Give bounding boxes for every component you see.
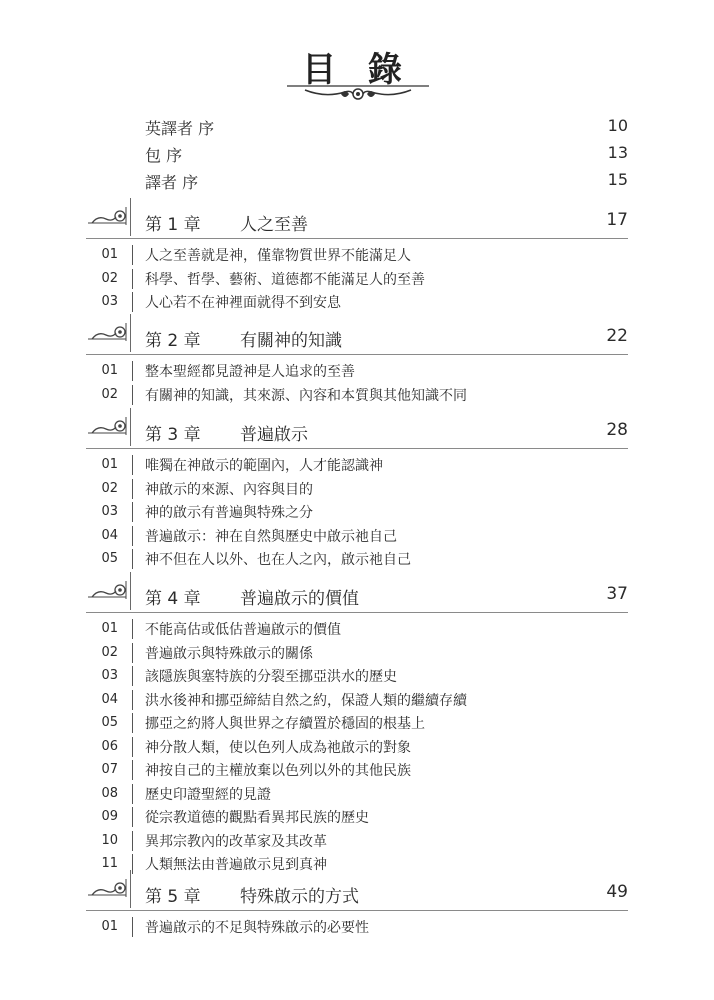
- toc-item[interactable]: [0, 501, 714, 523]
- toc-item[interactable]: [0, 268, 714, 290]
- toc-item-number: 04: [101, 527, 118, 543]
- toc-item-number: 01: [101, 919, 118, 934]
- toc-item[interactable]: [0, 360, 714, 382]
- chapter-page: 17: [606, 210, 628, 230]
- toc-item-number: 02: [101, 644, 118, 660]
- toc-item-text: 異邦宗教內的改革家及其改革: [145, 833, 327, 850]
- chapter-rule: [86, 910, 628, 911]
- chapter-page: 22: [606, 326, 628, 346]
- toc-item-separator: [132, 549, 133, 569]
- chapter-page: 28: [606, 420, 628, 440]
- toc-item[interactable]: [0, 548, 714, 570]
- toc-item-text: 普遍啟示與特殊啟示的關係: [145, 645, 313, 662]
- chapter-divider: [130, 870, 131, 908]
- toc-item-separator: [132, 807, 133, 827]
- preface-page: 15: [607, 170, 628, 189]
- preface-label: 包 序: [145, 146, 183, 165]
- toc-item-text: 該隱族與塞特族的分裂至挪亞洪水的歷史: [145, 669, 397, 685]
- toc-item-text: 整本聖經都見證神是人追求的至善: [145, 364, 355, 380]
- chapter-title: 普遍啟示的價值: [240, 589, 359, 609]
- toc-item-separator: [132, 784, 133, 804]
- toc-item-separator: [132, 643, 133, 663]
- toc-item-text: 不能高估或低估普遍啟示的價值: [145, 622, 341, 638]
- preface-label: 譯者 序: [145, 173, 199, 192]
- chapter-number: 第 5 章: [145, 887, 201, 907]
- toc-item-number: 01: [101, 247, 118, 262]
- chapter-divider: [130, 198, 131, 236]
- toc-item-separator: [132, 666, 133, 686]
- toc-item-number: 07: [101, 762, 118, 777]
- ornament-flourish-icon: [285, 80, 431, 104]
- toc-item-number: 02: [101, 270, 118, 286]
- chapter-number: 第 2 章: [145, 331, 201, 351]
- chapter-page: 49: [606, 882, 628, 902]
- chapter-title: 特殊啟示的方式: [240, 887, 359, 907]
- chapter-ornament-icon: [86, 579, 130, 601]
- toc-item-number: 05: [101, 551, 118, 566]
- toc-item[interactable]: [0, 384, 714, 406]
- toc-item-separator: [132, 690, 133, 710]
- chapter-number: 第 3 章: [145, 425, 201, 445]
- chapter-rule: [86, 612, 628, 613]
- toc-item[interactable]: [0, 806, 714, 828]
- toc-item-text: 從宗教道德的觀點看異邦民族的歷史: [145, 810, 369, 826]
- toc-item-separator: [132, 526, 133, 546]
- toc-item-number: 08: [101, 785, 118, 801]
- chapter-number: 第 1 章: [145, 215, 201, 235]
- toc-item-text: 科學、哲學、藝術、道德都不能滿足人的至善: [145, 271, 425, 288]
- toc-item-separator: [132, 619, 133, 639]
- toc-item-text: 神按自己的主權放棄以色列以外的其他民族: [145, 763, 411, 779]
- toc-item[interactable]: [0, 291, 714, 313]
- toc-item[interactable]: [0, 618, 714, 640]
- toc-item[interactable]: [0, 454, 714, 476]
- toc-item[interactable]: [0, 244, 714, 266]
- toc-item[interactable]: [0, 689, 714, 711]
- toc-item-number: 11: [101, 856, 118, 871]
- chapter-divider: [130, 408, 131, 446]
- toc-item-text: 普遍啟示：神在自然與歷史中啟示祂自己: [145, 528, 397, 545]
- toc-item-separator: [132, 269, 133, 289]
- toc-item-number: 06: [101, 738, 118, 754]
- toc-item-text: 神的啟示有普遍與特殊之分: [145, 505, 313, 521]
- chapter-ornament-icon: [86, 205, 130, 227]
- toc-item-text: 唯獨在神啟示的範圍內，人才能認識神: [145, 458, 383, 474]
- toc-item[interactable]: [0, 665, 714, 687]
- toc-item-text: 神分散人類，使以色列人成為祂啟示的對象: [145, 739, 411, 756]
- toc-item-text: 人心若不在神裡面就得不到安息: [145, 295, 341, 311]
- chapter-title: 普遍啟示: [240, 425, 308, 445]
- toc-item-separator: [132, 292, 133, 312]
- toc-item[interactable]: [0, 783, 714, 805]
- toc-item-number: 01: [101, 363, 118, 378]
- chapter-rule: [86, 354, 628, 355]
- toc-item-text: 有關神的知識，其來源、內容和本質與其他知識不同: [145, 387, 467, 404]
- toc-item[interactable]: [0, 853, 714, 875]
- toc-item-separator: [132, 831, 133, 851]
- toc-item[interactable]: [0, 478, 714, 500]
- toc-item-number: 03: [101, 504, 118, 519]
- toc-item-number: 03: [101, 668, 118, 683]
- toc-item-separator: [132, 502, 133, 522]
- toc-item-number: 09: [101, 809, 118, 824]
- chapter-title: 有關神的知識: [240, 331, 342, 351]
- toc-item[interactable]: [0, 525, 714, 547]
- toc-item[interactable]: [0, 642, 714, 664]
- toc-item[interactable]: [0, 916, 714, 938]
- toc-item-number: 04: [101, 691, 118, 707]
- toc-item-separator: [132, 455, 133, 475]
- toc-item-separator: [132, 760, 133, 780]
- toc-item-text: 歷史印證聖經的見證: [145, 786, 271, 803]
- toc-item-number: 02: [101, 480, 118, 496]
- toc-item-number: 05: [101, 715, 118, 730]
- preface-label: 英譯者 序: [145, 119, 215, 138]
- toc-item-text: 普遍啟示的不足與特殊啟示的必要性: [145, 920, 369, 936]
- toc-item-text: 洪水後神和挪亞締結自然之約，保證人類的繼續存續: [145, 692, 467, 709]
- chapter-ornament-icon: [86, 415, 130, 437]
- chapter-rule: [86, 238, 628, 239]
- chapter-number: 第 4 章: [145, 589, 201, 609]
- chapter-divider: [130, 572, 131, 610]
- toc-item-separator: [132, 479, 133, 499]
- toc-item[interactable]: [0, 830, 714, 852]
- toc-item-text: 神啟示的來源、內容與目的: [145, 481, 313, 498]
- toc-item-text: 人類無法由普遍啟示見到真神: [145, 857, 327, 873]
- toc-item-separator: [132, 245, 133, 265]
- toc-item-separator: [132, 361, 133, 381]
- chapter-page: 37: [606, 584, 628, 604]
- preface-page: 10: [607, 116, 628, 135]
- toc-item-separator: [132, 737, 133, 757]
- toc-item[interactable]: [0, 759, 714, 781]
- toc-item-text: 挪亞之約將人與世界之存續置於穩固的根基上: [145, 716, 425, 732]
- toc-item[interactable]: [0, 712, 714, 734]
- toc-item-number: 02: [101, 386, 118, 402]
- preface-page: 13: [607, 143, 628, 162]
- toc-item-separator: [132, 917, 133, 937]
- chapter-ornament-icon: [86, 321, 130, 343]
- toc-item[interactable]: [0, 736, 714, 758]
- toc-item-number: 01: [101, 457, 118, 472]
- toc-item-separator: [132, 713, 133, 733]
- toc-item-separator: [132, 385, 133, 405]
- chapter-rule: [86, 448, 628, 449]
- toc-item-number: 01: [101, 621, 118, 636]
- toc-item-text: 神不但在人以外、也在人之內，啟示祂自己: [145, 552, 411, 568]
- toc-item-number: 10: [101, 832, 118, 848]
- chapter-ornament-icon: [86, 877, 130, 899]
- chapter-divider: [130, 314, 131, 352]
- toc-item-separator: [132, 854, 133, 874]
- page-title: 目 錄: [302, 50, 412, 90]
- toc-item-text: 人之至善就是神，僅靠物質世界不能滿足人: [145, 248, 411, 264]
- toc-item-number: 03: [101, 294, 118, 309]
- chapter-title: 人之至善: [240, 215, 308, 235]
